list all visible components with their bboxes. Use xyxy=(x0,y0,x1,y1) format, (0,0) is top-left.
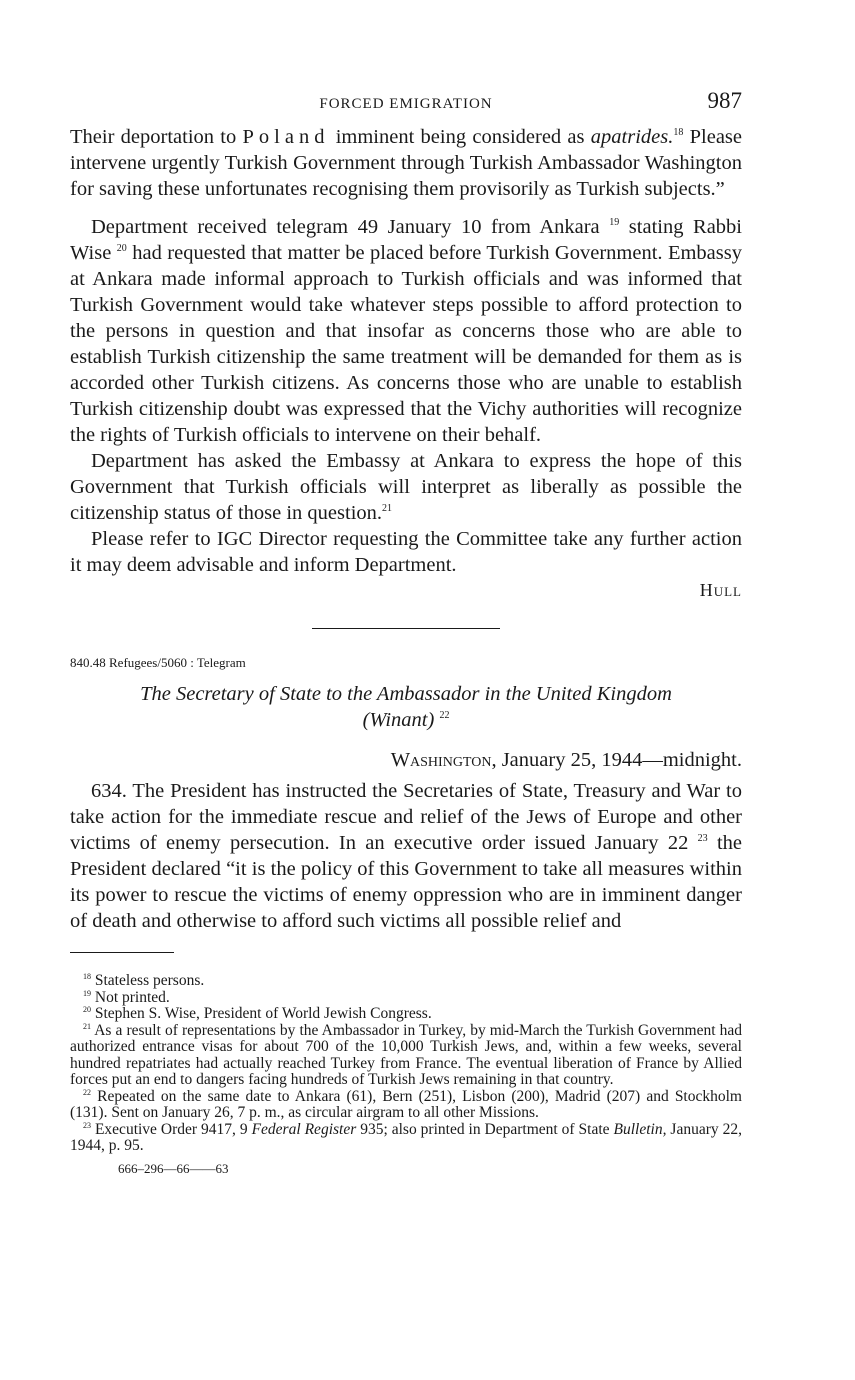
footnotes xyxy=(70,973,742,1155)
page xyxy=(70,88,742,1177)
running-head: FORCED EMIGRATION xyxy=(319,96,493,112)
footnote-divider xyxy=(70,952,174,953)
document-title: The Secretary of State to the Ambassador in the United Kingdom (Winant) $^{22}$ xyxy=(140,683,672,731)
section-divider xyxy=(312,628,500,629)
footnote-22: $^{22}$ Repeated on the same date to Ankara (61), Bern (251), Lisbon (200), Madrid (207) and Stockholm (131). Sent on January 26, 7 p. m., as circular airgram to all other Missions. xyxy=(70,1087,742,1121)
telegram-body xyxy=(70,778,742,934)
footnote-23: $^{23}$ Executive Order 9417, 9 Federal Register 935; also printed in Department of State Bulletin, January 22, 1944, p. 95. xyxy=(70,1120,742,1154)
footnote-21: $^{21}$ As a result of representations by the Ambassador in Turkey, by mid-March the Turkish Government had authorized entrance visas for about 700 of the 10,000 Turkish Jews, and, within a few weeks, several hundred repatriates had actually reached Turkey from France. The eventual liberation of France by Allied forces put an end to dangers facing hundreds of Turkish Jews remaining in that country. xyxy=(70,1021,742,1088)
paragraph-embassy-request: Department has asked the Embassy at Ankara to express the hope of this Government that Turkish officials will interpret as liberally as possible the citizenship status of those in question.$^{21}$ xyxy=(70,450,742,524)
dateline: Washington, January 25, 1944—midnight. xyxy=(390,749,742,771)
footnote-ref-20: 20 xyxy=(116,243,127,254)
footnote-ref-21: 21 xyxy=(382,503,393,514)
footnote-ref-19: 19 xyxy=(609,217,620,228)
signature-hull: Hull xyxy=(699,580,742,600)
paragraph-igc-director: Please refer to IGC Director requesting the Committee take any further action it may deem advisable and inform Department. xyxy=(70,528,742,576)
footnote-ref-18: 18 xyxy=(673,127,684,138)
paragraph-ankara: Department received telegram 49 January 10 from Ankara $^{19}$ stating Rabbi Wise $^{20}$ had requested that matter be placed before Turkish Government. Embassy at Ankara made informal approach to Turkish officials and was informed that Turkish Government would take whatever steps possible to afford protection to the persons in question and that insofar as concerns those who are able to establish Turkish citizenship the same treatment will be demanded for them as is accorded other Turkish citizens. As concerns those who are unable to establish Turkish citizenship doubt was expressed that the Vichy authorities will recognize the rights of Turkish officials to intervene on their behalf. xyxy=(70,216,742,446)
footnote-ref-22: 22 xyxy=(439,710,450,721)
footnote-19: $^{19}$ Not printed. xyxy=(83,988,170,1006)
printer-mark: 666–296—66——63 xyxy=(118,1160,229,1176)
page-number: 987 xyxy=(707,88,742,113)
footnote-ref-23: 23 xyxy=(697,833,708,844)
page-header xyxy=(70,88,742,124)
paragraph-634: 634. The President has instructed the Secretaries of State, Treasury and War to take action for the immediate rescue and relief of the Jews of Europe and other victims of enemy persecution. In an executive order issued January 22 $^{23}$ the President declared “it is the policy of this Government to take all measures within its power to rescue the victims of enemy oppression who are in imminent danger of death and otherwise to afford such victims all possible relief and xyxy=(70,780,742,932)
footnote-20: $^{20}$ Stephen S. Wise, President of World Jewish Congress. xyxy=(83,1005,432,1022)
paragraph-telegram-continuation: Their deportation to Poland imminent being considered as apatrides.$^{18}$ Please intervene urgently Turkish Government through Turkish Ambassador Washington for saving these unfortunates recognising them provisorily as Turkish subjects.” xyxy=(70,126,742,200)
footnote-18: $^{18}$ Stateless persons. xyxy=(83,972,205,989)
document-body xyxy=(70,124,742,578)
file-reference: 840.48 Refugees/5060 : Telegram xyxy=(70,655,246,670)
